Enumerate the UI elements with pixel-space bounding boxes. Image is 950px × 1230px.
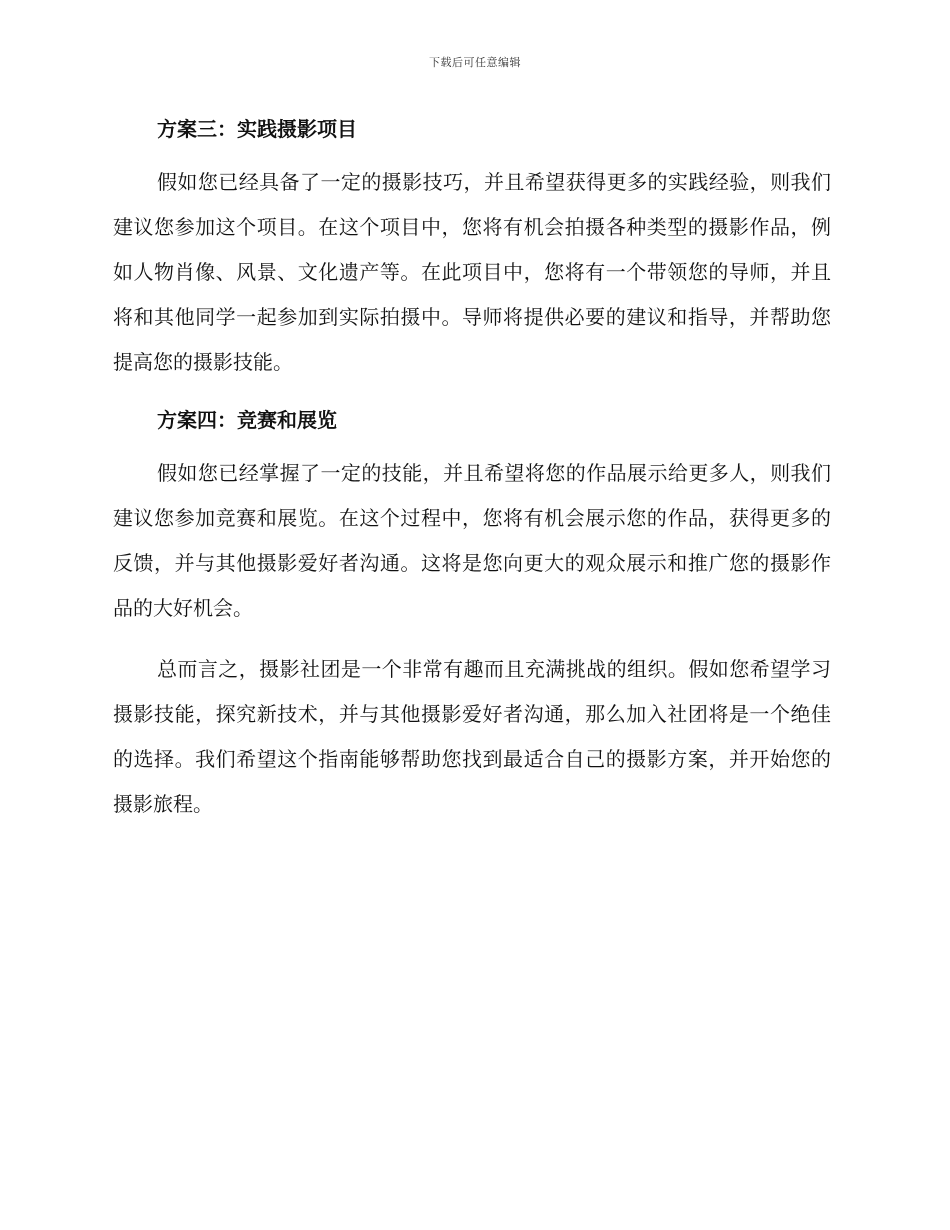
paragraph-plan-three: 假如您已经具备了一定的摄影技巧，并且希望获得更多的实践经验，则我们建议您参加这个项目。在这个项目中，您将有机会拍摄各种类型的摄影作品，例如人物肖像、风景、文化遗产等。在此项目中，您将有一个带领您的导师，并且将和其他同学一起参加到实际拍摄中。导师将提供必要的建议和指导，并帮助您提高您的摄影技能。 xyxy=(113,170,831,374)
section-heading-plan-three: 方案三：实践摄影项目 xyxy=(157,117,357,141)
paragraph-conclusion: 总而言之，摄影社团是一个非常有趣而且充满挑战的组织。假如您希望学习摄影技能，探究新技术，并与其他摄影爱好者沟通，那么加入社团将是一个绝佳的选择。我们希望这个指南能够帮助您找到最适合自己的摄影方案，并开始您的摄影旅程。 xyxy=(113,657,831,816)
paragraph-plan-four: 假如您已经掌握了一定的技能，并且希望将您的作品展示给更多人，则我们建议您参加竞赛和展览。在这个过程中，您将有机会展示您的作品，获得更多的反馈，并与其他摄影爱好者沟通。这将是您向更大的观众展示和推广您的摄影作品的大好机会。 xyxy=(113,461,831,620)
page-header: 下载后可任意编辑 xyxy=(429,56,521,69)
document-body xyxy=(113,110,831,827)
section-heading-plan-four: 方案四：竞赛和展览 xyxy=(157,408,337,432)
